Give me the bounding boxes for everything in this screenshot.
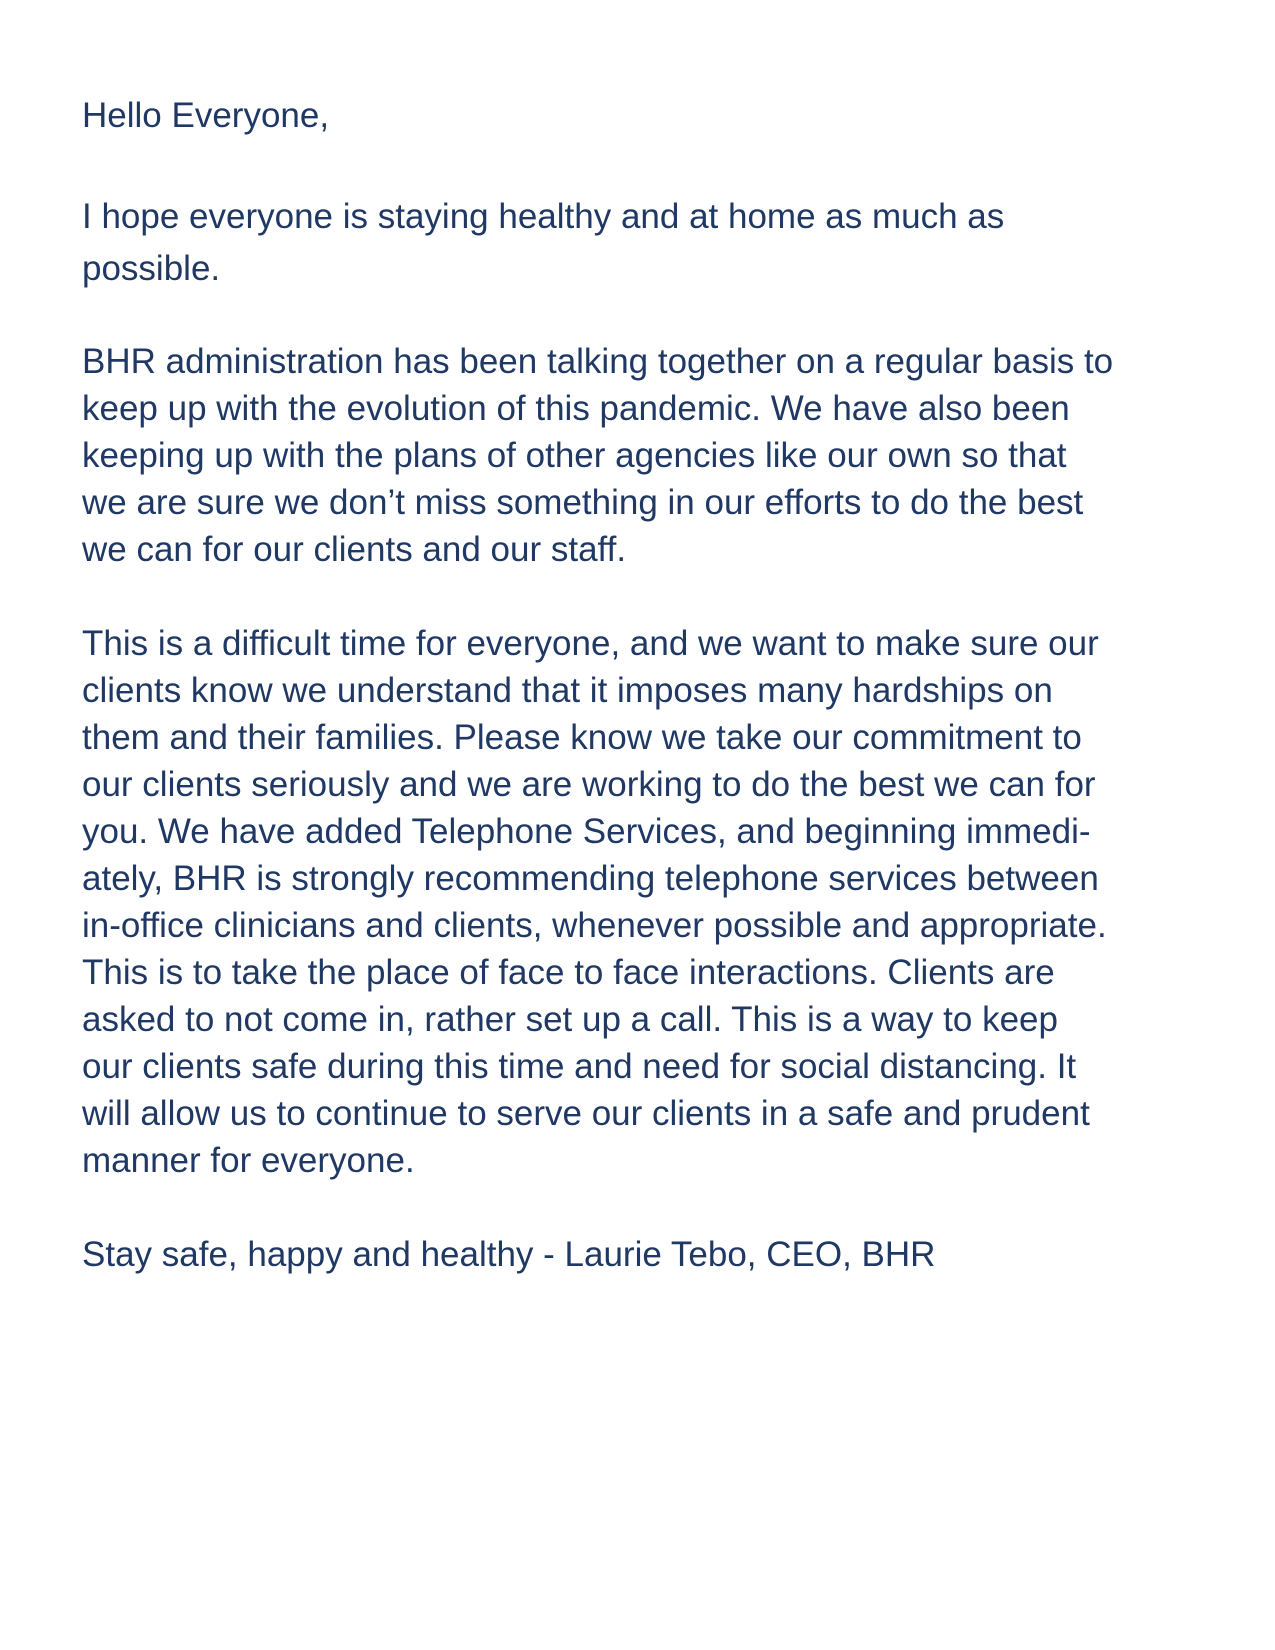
paragraph-line: them and their families. Please know we take our commitment to [82, 718, 1082, 757]
paragraph-line: BHR administration has been talking together on a regular basis to [82, 342, 1114, 381]
paragraph-line: we are sure we don’t miss something in our efforts to do the best [82, 483, 1084, 522]
paragraph-line: asked to not come in, rather set up a call. This is a way to keep [82, 1000, 1058, 1039]
letter-body [82, 92, 1202, 1278]
paragraph-administration [82, 338, 1202, 573]
paragraph-line: manner for everyone. [82, 1141, 415, 1180]
paragraph-line: keeping up with the plans of other agencies like our own so that [82, 436, 1067, 475]
paragraph-line: This is to take the place of face to face interactions. Clients are [82, 953, 1055, 992]
paragraph-line: we can for our clients and our staff. [82, 530, 627, 569]
paragraph-line: in-office clinicians and clients, whenever possible and appropriate. [82, 906, 1107, 945]
paragraph-line: keep up with the evolution of this pandemic. We have also been [82, 389, 1070, 428]
paragraph-line: our clients seriously and we are working to do the best we can for [82, 765, 1096, 804]
paragraph-line: will allow us to continue to serve our clients in a safe and prudent [82, 1094, 1090, 1133]
paragraph-line: our clients safe during this time and need for social distancing. It [82, 1047, 1077, 1086]
paragraph-line: I hope everyone is staying healthy and at home as much as [82, 197, 1005, 236]
paragraph-line: possible. [82, 249, 221, 288]
paragraph-difficult-time [82, 620, 1202, 1184]
paragraph-line: you. We have added Telephone Services, and beginning immedi- [82, 812, 1091, 851]
paragraph-hope [82, 193, 1202, 292]
paragraph-line: This is a difficult time for everyone, and we want to make sure our [82, 624, 1099, 663]
paragraph-line: ately, BHR is strongly recommending telephone services between [82, 859, 1099, 898]
closing-signature: Stay safe, happy and healthy - Laurie Tebo, CEO, BHR [82, 1235, 936, 1274]
paragraph-line: clients know we understand that it imposes many hardships on [82, 671, 1053, 710]
greeting: Hello Everyone, [82, 96, 330, 135]
